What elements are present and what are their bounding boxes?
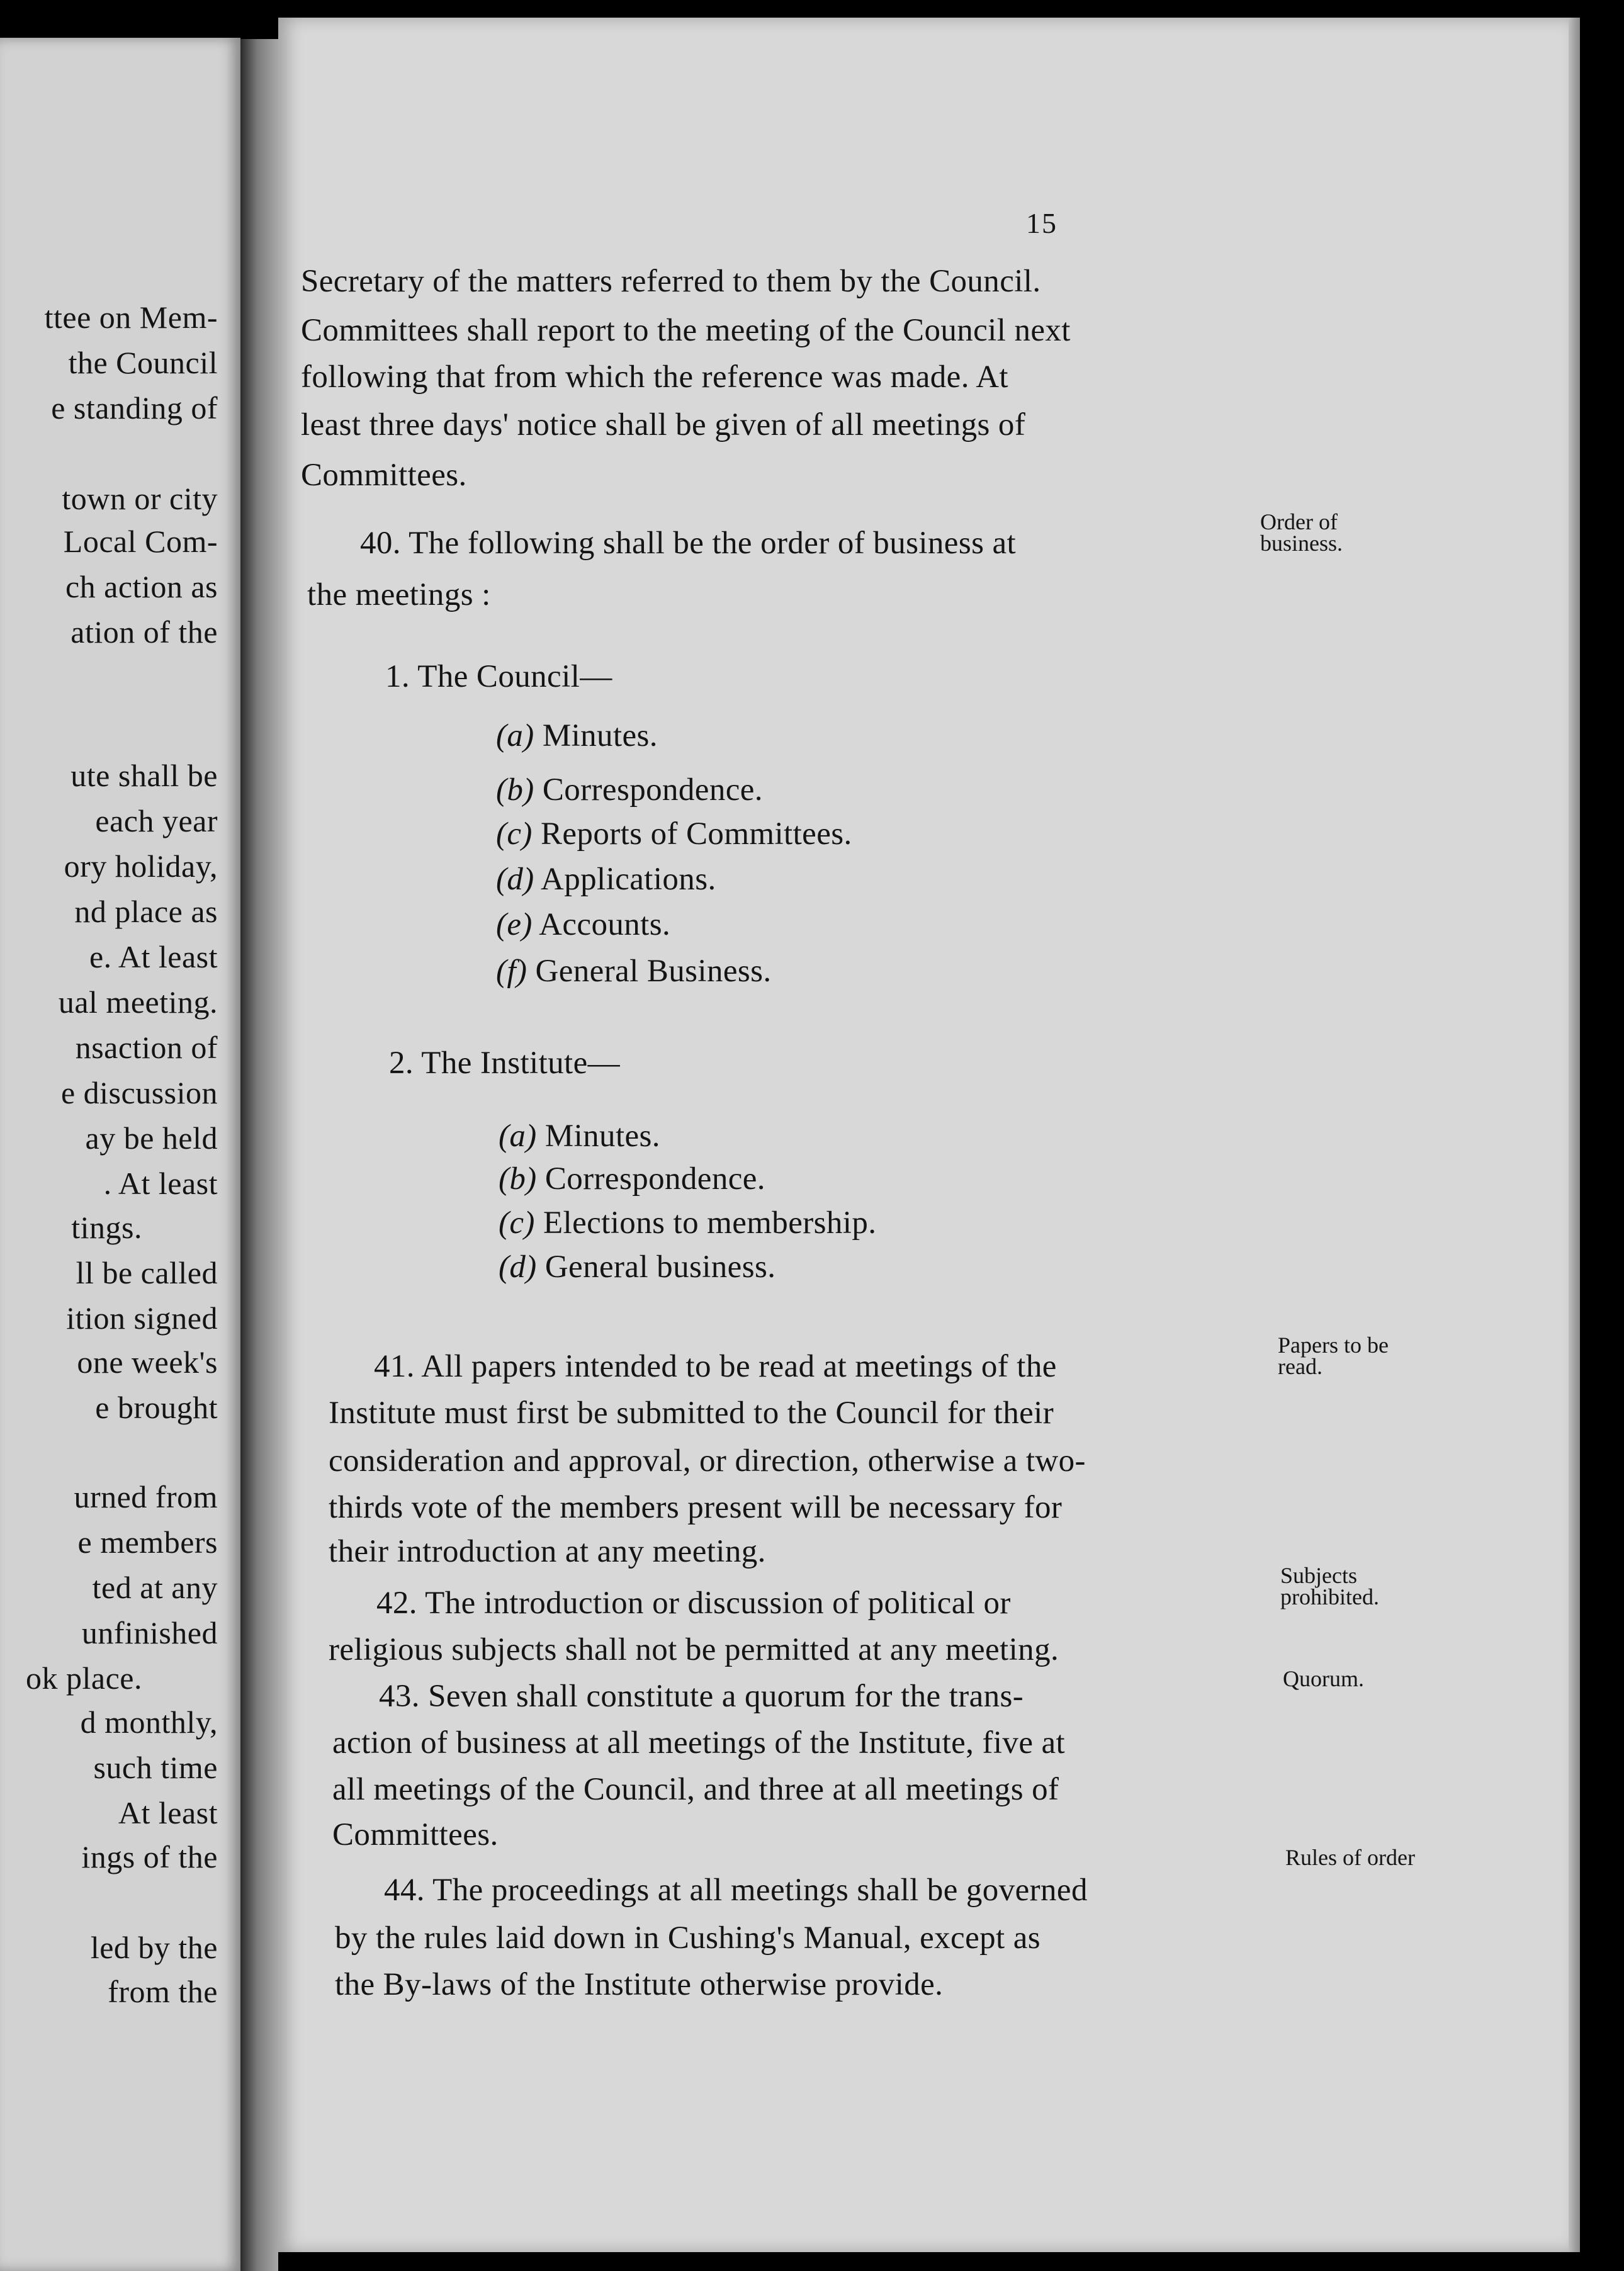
council-item xyxy=(496,860,716,899)
item-text: Minutes. xyxy=(544,1119,660,1154)
page-number: 15 xyxy=(1026,207,1057,239)
section-40-text: the meetings : xyxy=(307,577,491,612)
section-42-text: religious subjects shall not be permitted at any meeting. xyxy=(329,1632,1059,1667)
left-line: ch action as xyxy=(65,569,218,604)
institute-item xyxy=(499,1117,660,1156)
left-line: ings of the xyxy=(81,1839,218,1874)
left-line: e members xyxy=(77,1524,218,1560)
council-item xyxy=(496,814,852,854)
margin-note-order-of-business: business. xyxy=(1260,531,1343,556)
council-heading: 1. The Council— xyxy=(385,659,612,694)
section-41-text: 41. All papers intended to be read at meetings of the xyxy=(374,1349,1057,1384)
left-line: ition signed xyxy=(66,1300,218,1336)
left-line: ttee on Mem- xyxy=(44,300,218,335)
section-44-text: by the rules laid down in Cushing's Manual, except as xyxy=(335,1920,1041,1956)
text-line: Committees. xyxy=(301,458,467,493)
left-line: from the xyxy=(108,1974,218,2009)
council-item xyxy=(496,952,772,991)
margin-note-papers: Papers to be xyxy=(1278,1333,1389,1358)
text-line: following that from which the reference was made. At xyxy=(301,359,1008,395)
left-line: tings. xyxy=(71,1210,142,1245)
left-line: ute shall be xyxy=(70,758,218,793)
section-43-text: all meetings of the Council, and three at all meetings of xyxy=(332,1772,1059,1807)
text-line: Committees shall report to the meeting of the Council next xyxy=(301,313,1071,348)
item-text: General business. xyxy=(544,1249,776,1285)
institute-item xyxy=(499,1159,765,1198)
left-line: Local Com- xyxy=(63,524,218,559)
section-43-text: Committees. xyxy=(332,1817,499,1852)
item-text: Accounts. xyxy=(539,907,671,942)
left-line: one week's xyxy=(77,1344,218,1380)
left-facing-page xyxy=(0,38,240,2271)
council-item xyxy=(496,905,670,944)
margin-note-papers: read. xyxy=(1278,1354,1322,1379)
item-letter: (d) xyxy=(496,862,534,897)
margin-note-rules-of-order: Rules of order xyxy=(1285,1845,1415,1870)
margin-note-order-of-business: Order of xyxy=(1260,509,1338,534)
left-line: ual meeting. xyxy=(58,984,218,1020)
left-line: ll be called xyxy=(76,1255,218,1290)
left-line: such time xyxy=(93,1750,218,1785)
left-line: the Council xyxy=(68,345,218,380)
item-letter: (b) xyxy=(496,772,534,808)
section-41-text: thirds vote of the members present will be necessary for xyxy=(329,1490,1063,1525)
left-line: ation of the xyxy=(70,614,218,650)
left-line: At least xyxy=(118,1795,218,1830)
item-text: General Business. xyxy=(535,954,772,989)
item-text: Correspondence. xyxy=(544,1161,765,1197)
left-line: e discussion xyxy=(60,1075,218,1110)
section-43-text: 43. Seven shall constitute a quorum for the trans- xyxy=(379,1679,1024,1714)
item-letter: (a) xyxy=(499,1119,537,1154)
left-line: ay be held xyxy=(85,1120,218,1156)
binding-gutter xyxy=(240,39,278,2271)
section-41-text: Institute must first be submitted to the Council for their xyxy=(329,1395,1054,1431)
left-line: unfinished xyxy=(81,1615,218,1650)
section-42-text: 42. The introduction or discussion of political or xyxy=(376,1586,1011,1621)
left-line: ok place. xyxy=(26,1660,142,1696)
page-edge xyxy=(1569,18,1580,2252)
text-line: least three days' notice shall be given of all meetings of xyxy=(301,407,1026,442)
item-letter: (b) xyxy=(499,1161,537,1197)
section-43-text: action of business at all meetings of the Institute, five at xyxy=(332,1725,1066,1761)
item-text: Applications. xyxy=(541,862,716,897)
item-text: Reports of Committees. xyxy=(540,816,852,852)
margin-note-quorum: Quorum. xyxy=(1283,1666,1364,1691)
left-line: each year xyxy=(95,803,218,838)
left-line: nsaction of xyxy=(75,1030,218,1065)
left-line: e. At least xyxy=(89,939,218,974)
item-text: Minutes. xyxy=(542,718,658,753)
left-line: nd place as xyxy=(74,894,218,929)
main-page xyxy=(278,18,1569,2252)
section-41-text: their introduction at any meeting. xyxy=(329,1534,766,1569)
institute-heading: 2. The Institute— xyxy=(389,1045,621,1081)
item-letter: (f) xyxy=(496,954,527,989)
margin-note-subjects: prohibited. xyxy=(1280,1584,1379,1609)
left-line: urned from xyxy=(74,1479,218,1514)
item-letter: (e) xyxy=(496,907,533,942)
left-line: ted at any xyxy=(92,1570,218,1605)
item-text: Correspondence. xyxy=(542,772,763,808)
section-41-text: consideration and approval, or direction, otherwise a two- xyxy=(329,1443,1086,1479)
left-line: . At least xyxy=(103,1166,218,1201)
left-line: d monthly, xyxy=(80,1705,218,1740)
left-line: town or city xyxy=(62,481,218,516)
institute-item xyxy=(499,1248,775,1287)
section-44-text: the By-laws of the Institute otherwise provide. xyxy=(335,1967,944,2002)
institute-item xyxy=(499,1203,876,1243)
item-letter: (d) xyxy=(499,1249,537,1285)
left-line: e brought xyxy=(95,1390,218,1425)
item-letter: (c) xyxy=(496,816,533,852)
section-40-text: 40. The following shall be the order of business at xyxy=(360,526,1017,561)
item-letter: (a) xyxy=(496,718,534,753)
council-item xyxy=(496,770,763,809)
council-item xyxy=(496,716,658,755)
section-44-text: 44. The proceedings at all meetings shall be governed xyxy=(384,1873,1088,1908)
text-line: Secretary of the matters referred to them by the Council. xyxy=(301,264,1041,299)
left-line: led by the xyxy=(90,1930,218,1965)
left-line: e standing of xyxy=(51,390,218,425)
item-text: Elections to membership. xyxy=(543,1205,877,1241)
left-line: ory holiday, xyxy=(64,848,218,884)
margin-note-subjects: Subjects xyxy=(1280,1563,1357,1588)
item-letter: (c) xyxy=(499,1205,535,1241)
